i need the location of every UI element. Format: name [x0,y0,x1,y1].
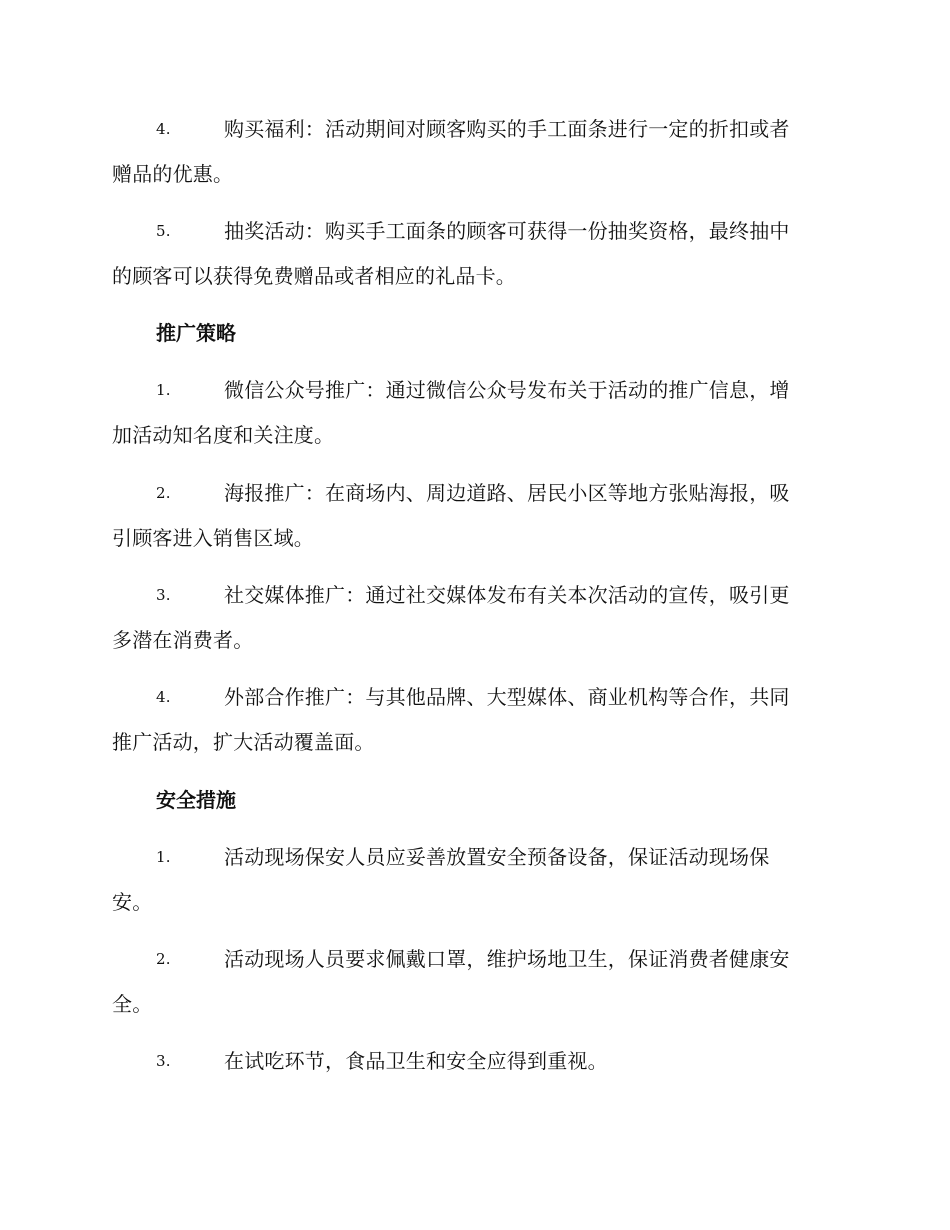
item-text: 购买福利：活动期间对顾客购买的手工面条进行一定的折扣或者 [224,117,790,141]
item-text: 外部合作推广：与其他品牌、大型媒体、商业机构等合作，共同 [224,685,790,709]
item-text-continued: 引顾客进入销售区域。 [112,526,314,550]
section-heading-safety: 安全措施 [156,788,236,812]
list-item [112,1039,836,1084]
list-item [112,573,836,663]
item-number: 4. [156,688,171,706]
item-text: 微信公众号推广：通过微信公众号发布关于活动的推广信息，增 [224,378,790,402]
item-text: 活动现场保安人员应妥善放置安全预备设备，保证活动现场保 [224,845,770,869]
item-text: 海报推广：在商场内、周边道路、居民小区等地方张贴海报，吸 [224,481,790,505]
item-text: 社交媒体推广：通过社交媒体发布有关本次活动的宣传，吸引更 [224,583,790,607]
item-text: 抽奖活动：购买手工面条的顾客可获得一份抽奖资格，最终抽中 [224,219,790,243]
section-heading-promotion: 推广策略 [156,321,236,345]
list-item [112,471,836,561]
list-item [112,835,836,925]
list-item [112,368,836,458]
list-item [112,107,836,197]
list-item [112,209,836,299]
item-number: 1. [156,848,171,866]
item-text-continued: 加活动知名度和关注度。 [112,423,335,447]
item-text-continued: 推广活动，扩大活动覆盖面。 [112,730,375,754]
item-text-continued: 安。 [112,890,153,914]
item-number: 3. [156,586,171,604]
item-text-continued: 的顾客可以获得免费赠品或者相应的礼品卡。 [112,264,516,288]
item-text-continued: 全。 [112,992,153,1016]
item-number: 5. [156,222,171,240]
item-number: 3. [156,1052,171,1070]
item-text: 在试吃环节，食品卫生和安全应得到重视。 [224,1049,608,1073]
item-number: 2. [156,484,171,502]
item-text: 活动现场人员要求佩戴口罩，维护场地卫生，保证消费者健康安 [224,947,790,971]
item-text-continued: 多潜在消费者。 [112,628,254,652]
list-item [112,937,836,1027]
item-number: 4. [156,120,171,138]
item-text-continued: 赠品的优惠。 [112,162,234,186]
item-number: 2. [156,950,171,968]
list-item [112,675,836,765]
item-number: 1. [156,381,171,399]
